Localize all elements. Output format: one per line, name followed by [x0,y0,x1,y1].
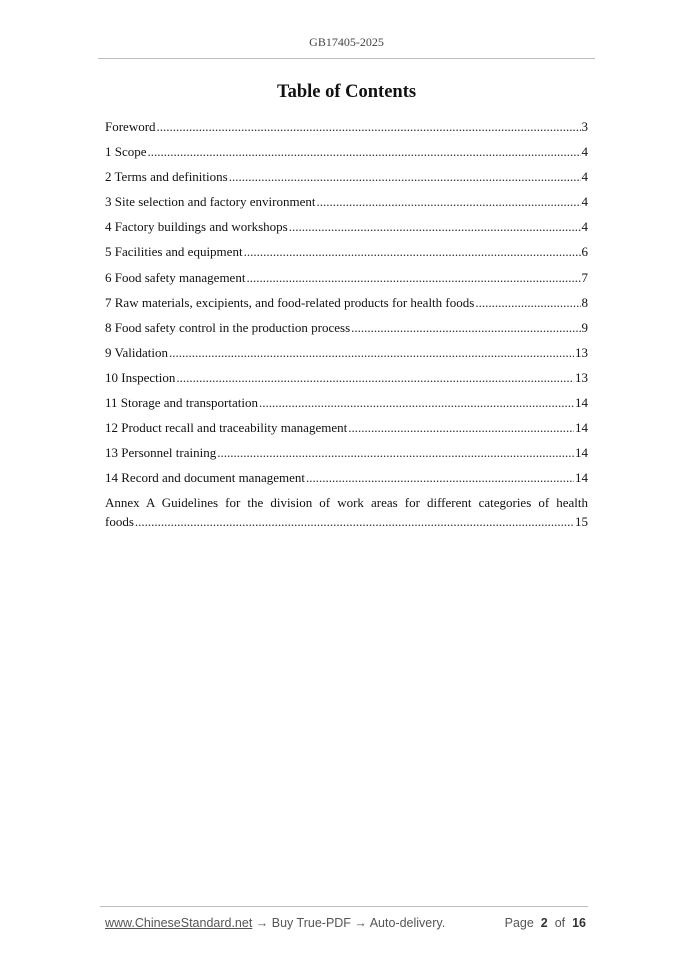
page-of-word: of [554,916,566,930]
toc-page-number: 4 [581,169,588,185]
toc-leader-dots [157,118,581,136]
toc-page-number: 6 [581,244,588,260]
toc-entry-label: 13 Personnel training [105,445,217,461]
toc-entry-label: Foreword [105,119,156,134]
toc-entry-label: 5 Facilities and equipment [105,244,243,260]
toc-entry-label: 8 Food safety control in the production process [105,319,351,335]
toc-entry-facilities[interactable] [105,243,588,268]
toc-entry-label: 10 Inspection [105,369,176,385]
toc-leader-dots [135,513,574,531]
footer-divider [100,906,588,907]
toc-entry-label-continued: foods [105,514,134,530]
toc-entry-label: 7 Raw materials, excipients, and food-related products for health foods [105,294,475,310]
document-header-code: GB17405-2025 [309,35,384,49]
toc-entry-label: 14 Record and document management [105,470,305,486]
toc-page-number: 14 [575,395,588,411]
toc-entry-label: 12 Product recall and traceability management [105,420,348,436]
toc-entry-site-selection[interactable] [105,193,588,218]
toc-leader-dots [348,419,574,437]
toc-entry-validation[interactable] [105,344,588,369]
toc-entry-production-control[interactable] [105,319,588,344]
toc-entry-label: 2 Terms and definitions [105,169,228,185]
toc-page-number: 7 [581,269,588,285]
toc-leader-dots [351,319,580,337]
current-page-number: 2 [540,916,548,930]
toc-leader-dots [316,193,580,211]
toc-entry-label: 11 Storage and transportation [105,395,258,411]
total-page-number: 16 [572,916,586,930]
toc-entry-scope[interactable] [105,143,588,168]
toc-entry-label: 9 Validation [105,344,168,360]
toc-entry-label: Annex A Guidelines for the division of work areas for different categories of health [105,495,588,511]
toc-entry-terms[interactable] [105,168,588,193]
page-title: Table of Contents [276,82,417,102]
website-link[interactable]: www.ChineseStandard.net [105,916,253,930]
toc-page-number: 4 [581,219,588,235]
toc-entry-food-safety-management[interactable] [105,269,588,294]
toc-entry-label: 1 Scope [105,144,147,160]
page-word: Page [504,916,534,930]
toc-entry-factory-buildings[interactable] [105,218,588,243]
toc-entry-personnel-training[interactable] [105,444,588,469]
toc-leader-dots [259,394,574,412]
toc-page-number: 4 [581,194,588,210]
toc-page-number: 14 [575,420,588,436]
footer-promo [105,916,445,930]
table-of-contents [105,118,588,531]
toc-entry-foreword[interactable] [105,118,588,143]
toc-leader-dots [289,218,581,236]
toc-leader-dots [217,444,574,462]
toc-leader-dots [148,143,581,161]
toc-page-number: 14 [575,445,588,461]
page-indicator [505,916,586,930]
toc-leader-dots [229,168,581,186]
page-footer [105,916,586,930]
toc-page-number: 3 [581,119,588,134]
toc-entry-records[interactable] [105,469,588,494]
toc-page-number: 4 [581,144,588,160]
toc-page-number: 9 [581,319,588,335]
toc-entry-inspection[interactable] [105,369,588,394]
toc-entry-label: 3 Site selection and factory environment [105,194,316,210]
toc-leader-dots [176,369,574,387]
toc-page-number: 8 [581,294,588,310]
toc-entry-storage[interactable] [105,394,588,419]
toc-entry-raw-materials[interactable] [105,294,588,319]
toc-leader-dots [169,344,574,362]
toc-page-number: 14 [575,470,588,486]
footer-promo-text: → Buy True-PDF → Auto-delivery. [252,916,446,930]
toc-page-number: 15 [575,514,588,530]
toc-entry-label: 6 Food safety management [105,269,246,285]
toc-leader-dots [244,243,581,261]
toc-entry-label: 4 Factory buildings and workshops [105,219,288,235]
toc-leader-dots [306,469,574,487]
toc-leader-dots [246,269,580,287]
toc-entry-annex-a[interactable] [105,494,588,531]
toc-leader-dots [475,294,580,312]
header-divider [98,58,595,59]
toc-page-number: 13 [575,344,588,360]
toc-page-number: 13 [575,369,588,385]
toc-entry-product-recall[interactable] [105,419,588,444]
